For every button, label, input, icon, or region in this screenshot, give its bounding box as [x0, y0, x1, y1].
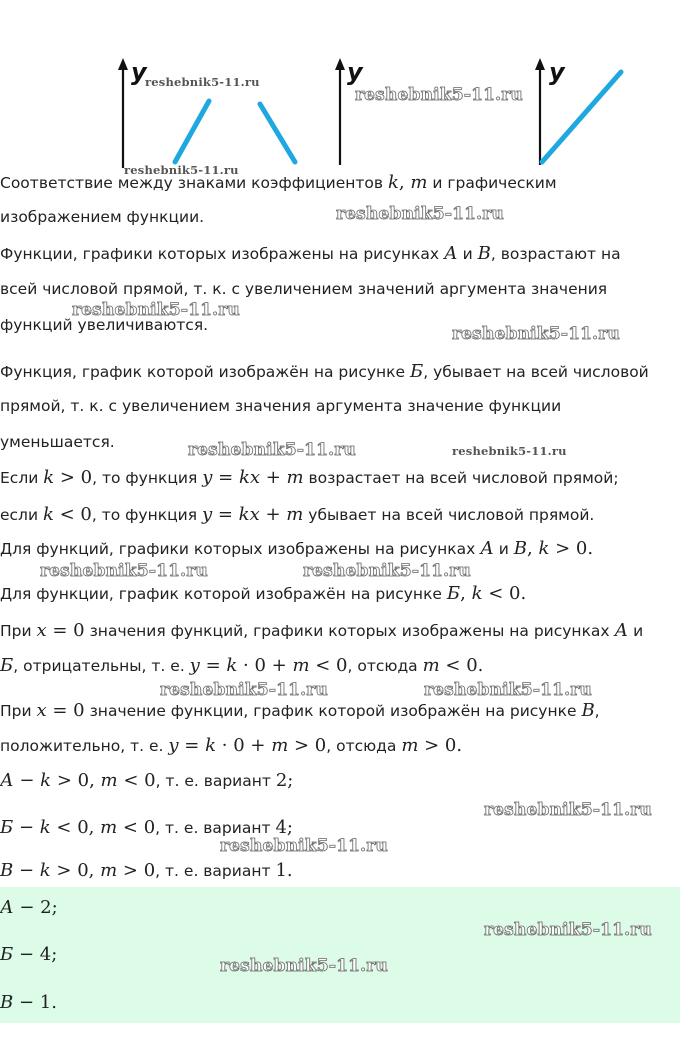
text-segment: и — [493, 540, 514, 558]
text-line — [0, 172, 557, 193]
math-segment: А — [0, 770, 14, 791]
y-label-c: y — [549, 58, 565, 86]
watermark: reshebnik5-11.ru — [40, 561, 208, 581]
math-segment: k — [39, 817, 51, 838]
math-segment: > 0. — [549, 538, 594, 559]
watermark: reshebnik5-11.ru — [484, 920, 652, 940]
math-segment: 4; — [275, 817, 293, 838]
math-segment: В — [477, 243, 491, 264]
text-segment: При — [0, 622, 37, 640]
text-line — [0, 700, 600, 721]
math-segment: m — [286, 467, 304, 488]
text-segment: и — [457, 245, 478, 263]
math-segment: = 0 — [46, 620, 85, 641]
math-segment: y — [202, 467, 213, 488]
y-label-b: y — [347, 58, 363, 86]
watermark: reshebnik5-11.ru — [303, 561, 471, 581]
math-segment: k — [39, 860, 51, 881]
text-segment: , т. е. вариант — [155, 772, 276, 790]
math-segment: − 4; — [13, 944, 58, 965]
axis-arrow-c — [535, 58, 545, 70]
math-segment: k — [538, 538, 550, 559]
text-line — [0, 243, 621, 264]
text-line — [0, 208, 204, 226]
watermark: reshebnik5-11.ru — [355, 85, 523, 105]
math-segment: > 0. — [418, 735, 463, 756]
math-segment: > 0, — [50, 860, 101, 881]
text-segment: , т. е. вариант — [155, 819, 276, 837]
math-segment: Б — [409, 361, 424, 382]
math-segment: , — [527, 538, 539, 559]
math-segment: < 0, — [50, 817, 101, 838]
text-line — [0, 655, 483, 676]
math-segment: k — [42, 504, 54, 525]
math-segment: m — [422, 655, 440, 676]
math-segment: < 0 — [117, 770, 156, 791]
text-line — [0, 583, 526, 604]
math-segment: kx — [238, 467, 260, 488]
text-segment: значения функций, графики которых изображены на рисунках — [84, 622, 615, 640]
math-segment: > 0 — [117, 860, 156, 881]
watermark: reshebnik5-11.ru — [220, 956, 388, 976]
text-segment: прямой, т. к. с увеличением значения аргумента значение функции — [0, 397, 562, 415]
watermark: reshebnik5-11.ru — [336, 204, 504, 224]
text-segment: Соответствие между знаками коэффициентов — [0, 174, 388, 192]
graphs-figure — [0, 0, 680, 175]
graph-c — [535, 58, 621, 165]
math-segment: А — [0, 897, 14, 918]
text-segment: всей числовой прямой, т. к. с увеличением значений аргумента значения — [0, 280, 608, 298]
math-segment: А — [614, 620, 629, 641]
math-segment: Б — [0, 944, 14, 965]
math-segment: kx — [238, 504, 260, 525]
watermark: reshebnik5-11.ru — [145, 75, 260, 89]
math-segment: > 0 — [54, 467, 93, 488]
math-segment: − — [13, 770, 41, 791]
text-line — [0, 817, 293, 838]
math-segment: k — [43, 467, 55, 488]
math-segment: Б — [0, 817, 14, 838]
math-segment: k — [471, 583, 483, 604]
math-segment: В — [513, 538, 528, 559]
text-segment: функций увеличиваются. — [0, 316, 209, 334]
text-line — [0, 280, 607, 298]
math-segment: < 0 — [117, 817, 156, 838]
math-segment: · 0 + — [216, 735, 272, 756]
math-segment: 2; — [275, 770, 294, 791]
math-segment: = — [178, 735, 206, 756]
watermark: reshebnik5-11.ru — [188, 440, 356, 460]
graph-a-line-1 — [175, 101, 209, 162]
math-segment: + — [260, 467, 287, 488]
text-line — [0, 944, 57, 965]
math-segment: = — [212, 467, 239, 488]
math-segment: k — [387, 172, 399, 193]
text-segment: , отсюда — [347, 657, 423, 675]
graph-b — [335, 58, 364, 165]
math-segment: m — [271, 735, 289, 756]
y-label-a: y — [131, 58, 147, 86]
text-segment: , отсюда — [326, 737, 402, 755]
text-segment: , то функция — [91, 506, 202, 524]
math-segment: m — [100, 817, 118, 838]
text-segment: Функции, графики которых изображены на рисунках — [0, 245, 445, 263]
watermark: reshebnik5-11.ru — [220, 836, 388, 856]
text-line — [0, 620, 643, 641]
math-segment: y — [189, 655, 200, 676]
watermark: reshebnik5-11.ru — [452, 324, 620, 344]
math-segment: < 0 — [309, 655, 348, 676]
text-line — [0, 504, 594, 525]
math-segment: k — [226, 655, 238, 676]
math-segment: А — [444, 243, 458, 264]
text-segment: , т. е. вариант — [155, 862, 276, 880]
text-segment: , отрицательны, т. е. — [13, 657, 190, 675]
math-segment: В — [0, 992, 14, 1013]
text-segment: положительно, т. е. — [0, 737, 169, 755]
math-segment: m — [100, 860, 118, 881]
math-segment: − 1. — [13, 992, 57, 1013]
text-segment: если — [0, 506, 43, 524]
math-segment: А — [480, 538, 494, 559]
text-segment: , — [594, 702, 600, 720]
text-line — [0, 860, 293, 881]
text-segment: При — [0, 702, 37, 720]
math-segment: > 0 — [288, 735, 327, 756]
watermark: reshebnik5-11.ru — [124, 163, 239, 177]
text-segment: значение функции, график которой изображён на рисунке — [84, 702, 582, 720]
text-segment: возрастает на всей числовой прямой; — [303, 469, 619, 487]
math-segment: m — [401, 735, 419, 756]
text-line — [0, 433, 115, 451]
math-segment: Б — [0, 655, 14, 676]
graph-a-line-2 — [260, 104, 295, 162]
watermark: reshebnik5-11.ru — [424, 680, 592, 700]
math-segment: = — [212, 504, 239, 525]
math-segment: = 0 — [46, 700, 85, 721]
math-segment: y — [201, 504, 213, 525]
text-segment: Для функции, график которой изображён на рисунке — [0, 585, 447, 603]
watermark: reshebnik5-11.ru — [452, 444, 567, 458]
text-segment: , возрастают на — [490, 245, 621, 263]
text-line — [0, 467, 619, 488]
math-segment: > 0, — [51, 770, 101, 791]
math-segment: m — [100, 770, 118, 791]
math-segment: < 0 — [53, 504, 92, 525]
math-segment: m — [292, 655, 310, 676]
text-segment: Если — [0, 469, 44, 487]
math-segment: x — [36, 700, 47, 721]
math-segment: 1. — [275, 860, 293, 881]
math-segment: < 0. — [439, 655, 484, 676]
math-segment: k — [40, 770, 52, 791]
text-segment: изображением функции. — [0, 208, 205, 226]
text-line — [0, 361, 649, 382]
text-segment: , убывает на всей числовой — [423, 363, 649, 381]
math-segment: · 0 + — [237, 655, 293, 676]
math-segment: − — [13, 860, 40, 881]
text-segment: и — [628, 622, 644, 640]
axis-arrow-b — [335, 58, 345, 70]
text-line — [0, 735, 462, 756]
math-segment: − — [13, 817, 40, 838]
math-segment: В — [581, 700, 595, 721]
text-line — [0, 897, 58, 918]
answer-box — [0, 887, 680, 1023]
math-segment: Б — [446, 583, 461, 604]
math-segment: < 0. — [482, 583, 527, 604]
text-segment: убывает на всей числовой прямой. — [303, 506, 595, 524]
math-segment: В — [0, 860, 14, 881]
text-segment: , то функция — [92, 469, 203, 487]
text-line — [0, 397, 561, 415]
text-line — [0, 770, 293, 791]
math-segment: k — [205, 735, 217, 756]
math-segment: m — [410, 172, 428, 193]
math-segment: , — [460, 583, 472, 604]
text-line — [0, 992, 57, 1013]
text-segment: и графическим — [427, 174, 557, 192]
text-line — [0, 538, 593, 559]
watermark: reshebnik5-11.ru — [484, 800, 652, 820]
math-segment: − 2; — [13, 897, 58, 918]
watermark: reshebnik5-11.ru — [160, 680, 328, 700]
text-segment: уменьшается. — [0, 433, 115, 451]
watermark: reshebnik5-11.ru — [72, 300, 240, 320]
text-segment: Функция, график которой изображён на рисунке — [0, 363, 410, 381]
math-segment: = — [199, 655, 227, 676]
math-segment: x — [36, 620, 47, 641]
math-segment: m — [286, 504, 304, 525]
math-segment: , — [398, 172, 411, 193]
axis-arrow-a — [118, 58, 128, 70]
math-segment: y — [168, 735, 179, 756]
math-segment: + — [259, 504, 287, 525]
text-segment: Для функций, графики которых изображены на рисунках — [0, 540, 481, 558]
